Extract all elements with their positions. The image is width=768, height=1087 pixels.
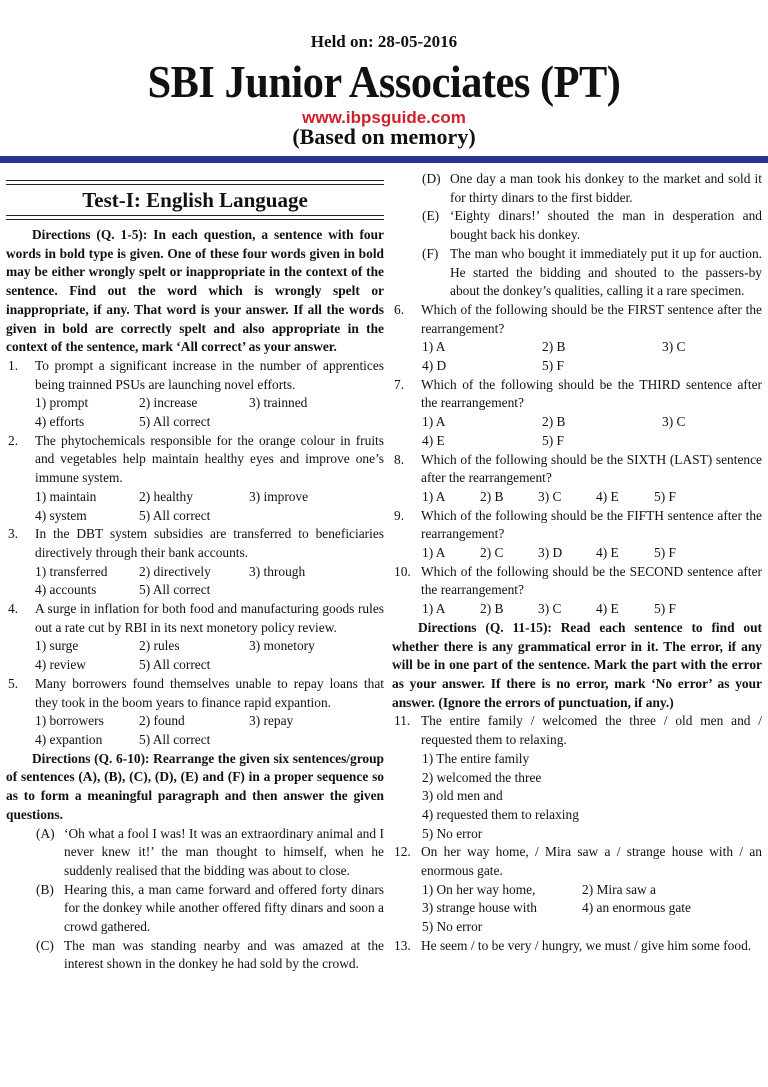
option[interactable]: 5) F — [654, 601, 676, 617]
option[interactable]: 5) No error — [422, 825, 483, 841]
option[interactable]: 2) B — [542, 339, 566, 355]
option[interactable]: 2) healthy — [139, 488, 193, 504]
option[interactable]: 4) D — [422, 358, 447, 374]
option[interactable]: 5) All correct — [139, 507, 211, 523]
option[interactable]: 4) expantion — [35, 731, 103, 747]
option[interactable]: 1) A — [422, 545, 446, 561]
option[interactable]: 3) old men and — [422, 788, 503, 804]
option[interactable]: 2) C — [480, 545, 504, 561]
option[interactable]: 4) E — [596, 545, 619, 561]
option[interactable]: 1) The entire family — [422, 750, 530, 766]
option[interactable]: 1) A — [422, 601, 446, 617]
directions-1-5: Directions (Q. 1-5): In each question, a sentence with four words in bold type is given. One of these four words given in bold may be either wrongly spelt or inappropriate in the context of the sentence. Find out the word which is wrongly spelt or inappropriate, if any. That word is your answer. If all the words given in bold are correctly spelt and also appropriate in the context of the sentence, mark ‘All correct’ as your answer. — [6, 227, 384, 355]
option[interactable]: 5) All correct — [139, 731, 211, 747]
section-title: Test-I: English Language — [82, 188, 308, 212]
option[interactable]: 1) borrowers — [35, 713, 104, 729]
option[interactable]: 4) efforts — [35, 414, 85, 430]
section-header — [6, 180, 384, 220]
page-title: SBI Junior Associates (PT) — [147, 56, 621, 107]
option[interactable]: 3) monetory — [249, 638, 315, 654]
option[interactable]: 2) increase — [139, 395, 198, 411]
options-5 — [6, 712, 384, 749]
directions-6-10: Directions (Q. 6-10): Rearrange the given six sentences/group of sentences (A), (B), (C), (D), (E) and (F) in a proper sequence so as to form a meaningful paragraph and then answer the given questions. — [6, 750, 384, 822]
sentence-b: (B) Hearing this, a man came forward and offered forty dinars for the donkey while another offered fifty dinars and soon a crowd gathered. — [36, 881, 384, 935]
option[interactable]: 2) B — [542, 414, 566, 430]
option[interactable]: 1) maintain — [35, 488, 97, 504]
option[interactable]: 5) F — [542, 432, 564, 448]
option[interactable]: 5) All correct — [139, 414, 211, 430]
option[interactable]: 3) strange house with — [422, 900, 537, 916]
option[interactable]: 2) Mira saw a — [582, 881, 656, 897]
options-10 — [392, 600, 762, 619]
exam-date: Held on: 28-05-2016 — [310, 32, 458, 51]
option[interactable]: 4) requested them to relaxing — [422, 806, 579, 822]
option[interactable]: 5) No error — [422, 919, 483, 935]
sentence-d: (D) One day a man took his donkey to the market and sold it for thirty dinars to the first bidder. — [422, 171, 762, 205]
question-10: 10. Which of the following should be the SECOND sentence after the rearrangement? — [394, 563, 762, 598]
options-3 — [6, 563, 384, 600]
option[interactable]: 4) E — [596, 601, 619, 617]
options-11 — [392, 750, 762, 844]
option[interactable]: 3) C — [662, 339, 686, 355]
directions-11-15: Directions (Q. 11-15): Read each sentence to find out whether there is any grammatical error in it. The error, if any will be in one part of the sentence. Mark the part with the error as your answer. If there is no error, mark ‘No error’ as your answer. (Ignore the errors of punctuation, if any.) — [392, 619, 762, 710]
options-9 — [392, 544, 762, 563]
option[interactable]: 1) On her way home, — [422, 881, 536, 897]
question-12: 12. On her way home, / Mira saw a / strange house with / an enormous gate. — [394, 844, 762, 879]
option[interactable]: 1) A — [422, 339, 446, 355]
option[interactable]: 1) surge — [35, 638, 79, 654]
options-6 — [392, 338, 762, 375]
option[interactable]: 4) E — [596, 488, 619, 504]
option[interactable]: 4) system — [35, 507, 87, 523]
option[interactable]: 3) repay — [249, 713, 294, 729]
right-column — [392, 170, 762, 956]
left-column — [6, 170, 384, 974]
option[interactable]: 4) accounts — [35, 582, 97, 598]
option[interactable]: 3) trainned — [249, 395, 308, 411]
option[interactable]: 3) D — [538, 545, 563, 561]
question-2: 2. The phytochemicals responsible for the orange colour in fruits and vegetables help maintain healthy eyes and improve one’s immune system. — [8, 432, 384, 486]
options-4 — [6, 637, 384, 674]
sentence-c: (C) The man was standing nearby and was amazed at the interest shown in the donkey he had sold by the crowd. — [36, 937, 384, 972]
option[interactable]: 2) directively — [139, 563, 211, 579]
question-5: 5. Many borrowers found themselves unable to repay loans that they took in the boom years to finance rapid expantion. — [8, 675, 384, 710]
option[interactable]: 4) E — [422, 432, 445, 448]
option[interactable]: 4) an enormous gate — [582, 900, 691, 916]
question-9: 9. Which of the following should be the FIFTH sentence after the rearrangement? — [394, 507, 762, 542]
question-7: 7. Which of the following should be the THIRD sentence after the rearrangement? — [394, 376, 762, 411]
option[interactable]: 2) B — [480, 601, 504, 617]
option[interactable]: 2) welcomed the three — [422, 769, 542, 785]
option[interactable]: 5) All correct — [139, 657, 211, 673]
option[interactable]: 5) All correct — [139, 582, 211, 598]
option[interactable]: 1) transferred — [35, 563, 108, 579]
sentence-f: (F) The man who bought it immediately put it up for auction. He started the bidding and shouted to the passers-by about the donkey’s qualities, calling it a rare specimen. — [422, 245, 762, 299]
options-12 — [392, 881, 762, 937]
sentence-a: (A) ‘Oh what a fool I was! It was an extraordinary animal and I never knew it!’ the man thought to himself, when he suddenly realised that the bidding was about to close. — [36, 825, 384, 878]
option[interactable]: 2) found — [139, 713, 185, 729]
sentence-e: (E) ‘Eighty dinars!’ shouted the man in desperation and bought back his donkey. — [422, 208, 762, 243]
option[interactable]: 1) A — [422, 414, 446, 430]
option[interactable]: 3) C — [538, 601, 562, 617]
options-7 — [392, 413, 762, 450]
option[interactable]: 5) F — [654, 545, 676, 561]
option[interactable]: 2) rules — [139, 638, 180, 654]
question-13: 13. He seem / to be very / hungry, we must / give him some food. — [394, 937, 752, 953]
question-6: 6. Which of the following should be the FIRST sentence after the rearrangement? — [394, 301, 762, 336]
options-2 — [6, 488, 384, 525]
source-url[interactable]: www.ibpsguide.com — [302, 108, 466, 127]
option[interactable]: 5) F — [654, 488, 676, 504]
option[interactable]: 3) through — [249, 563, 306, 579]
question-4: 4. A surge in inflation for both food and manufacturing goods rules out a rate cut by RBI in its next monetory policy review. — [8, 601, 384, 635]
header-divider — [0, 156, 768, 163]
option[interactable]: 1) prompt — [35, 395, 89, 411]
question-1: 1. To prompt a significant increase in the number of apprentices being trainned PSUs are launching novel efforts. — [8, 357, 384, 392]
question-8: 8. Which of the following should be the SIXTH (LAST) sentence after the rearrangement? — [394, 451, 762, 486]
options-8 — [392, 488, 762, 507]
option[interactable]: 4) review — [35, 657, 86, 673]
subtitle: (Based on memory) — [292, 124, 476, 149]
option[interactable]: 3) C — [538, 488, 562, 504]
option[interactable]: 3) improve — [249, 488, 309, 504]
question-11: 11. The entire family / welcomed the three / old men and / requested them to relaxing. — [394, 713, 762, 748]
option[interactable]: 3) C — [662, 414, 686, 430]
question-3: 3. In the DBT system subsidies are transferred to beneficiaries directively through their bank accounts. — [8, 526, 384, 560]
options-1 — [6, 394, 384, 431]
option[interactable]: 1) A — [422, 488, 446, 504]
option[interactable]: 2) B — [480, 488, 504, 504]
option[interactable]: 5) F — [542, 358, 564, 374]
